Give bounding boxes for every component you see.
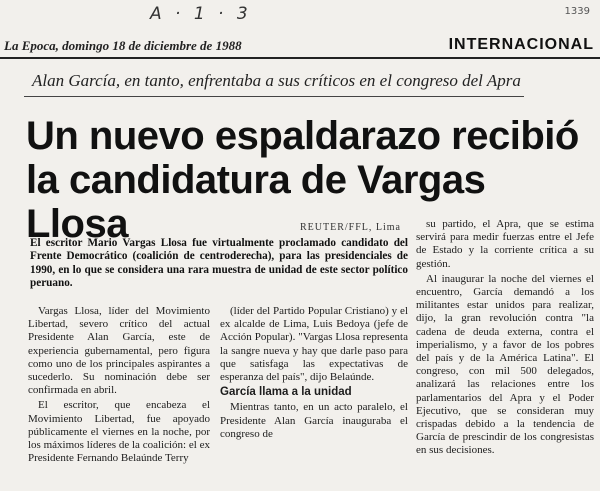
masthead (4, 36, 594, 56)
lead-paragraph: El escritor Mario Vargas Llosa fue virtualmente proclamado candidato del Frente Democrático (coalición de centroderecha), para las presidenciales de 1990, en lo que se considera una rara muestra de unidad de este sector político peruano. (30, 237, 408, 290)
column-3 (416, 218, 594, 460)
kicker: Alan García, en tanto, enfrentaba a sus críticos en el congreso del Apra (32, 71, 521, 90)
body-paragraph: El escritor, que encabeza el Movimiento Libertad, fue apoyado públicamente el viernes en la noche, por los máximos líderes de la coalición: el ex Presidente Fernando Belaúnde Terry (28, 399, 210, 465)
headline-line-2: la candidatura de Vargas Llosa (26, 158, 486, 246)
body-paragraph: su partido, el Apra, que se estima servirá para medir fuerzas entre el Jefe de Estado y la corriente crítica a su gestión. (416, 218, 594, 270)
body-paragraph: Mientras tanto, en un acto paralelo, el Presidente Alan García inauguraba el congreso de (220, 401, 408, 440)
kicker-rule (24, 96, 524, 97)
column-1 (28, 305, 210, 467)
masthead-rule (0, 57, 600, 59)
body-paragraph: Vargas Llosa, líder del Movimiento Libertad, severo crítico del actual Presidente Alan García, este de experiencia gubernamental, pero figura como uno de los principales aspirantes a sucederlo. Su nominación debe ser confirmada en abril. (28, 305, 210, 397)
section-label: INTERNACIONAL (448, 36, 594, 53)
handwritten-note: A · 1 · 3 (150, 4, 252, 24)
handwritten-corner-number: 1339 (564, 6, 590, 17)
body-paragraph: Al inaugurar la noche del viernes el encuentro, García demandó a los militantes estar unidos para realizar, dijo, la gran revolución contra "la cadena de deuda externa, contra el imperialismo, y a favor de los pobres del país y de la América Latina". El congreso, con mil 500 delegados, analizará las relaciones entre los parlamentarios del Apra y el Poder Ejecutivo, que se consideran muy crispadas debido a la tendencia de García de prescindir de los congresistas en sus decisiones. (416, 272, 594, 457)
agency-credit: REUTER/FFL, Lima (300, 222, 401, 233)
headline-line-1: Un nuevo espaldarazo recibió (26, 114, 579, 158)
body-paragraph: (líder del Partido Popular Cristiano) y el ex alcalde de Lima, Luis Bedoya (jefe de Acción Popular). "Vargas Llosa representa la sangre nueva y hay que darle paso para que satisfaga las expectativas de esperanza del país", dijo Belaúnde. (220, 305, 408, 384)
dateline: La Epoca, domingo 18 de diciembre de 1988 (4, 38, 242, 53)
subheading: García llama a la unidad (220, 386, 352, 399)
column-2 (220, 305, 408, 443)
